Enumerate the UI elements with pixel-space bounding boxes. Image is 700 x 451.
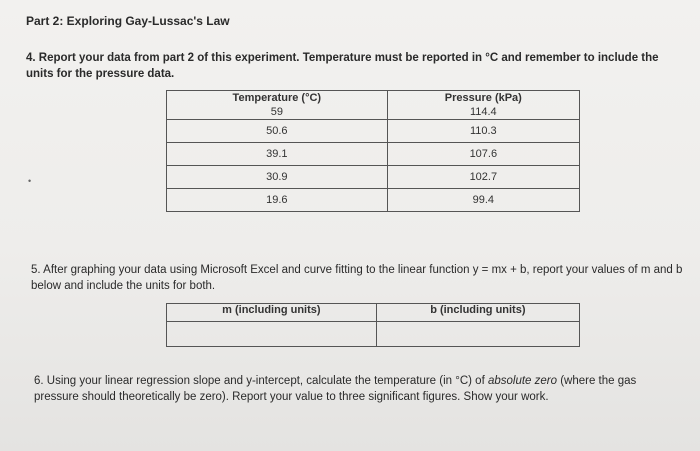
data-table <box>166 90 580 212</box>
table-row <box>167 166 580 189</box>
temperature-cell[interactable]: 50.6 <box>167 120 388 143</box>
temperature-cell[interactable]: 39.1 <box>167 143 388 166</box>
part-title: Part 2: Exploring Gay-Lussac's Law <box>26 14 230 28</box>
temperature-cell[interactable]: 19.6 <box>167 189 388 212</box>
table-row <box>167 143 580 166</box>
pressure-header-cell <box>387 91 579 120</box>
pressure-header: Pressure (kPa) <box>444 92 522 104</box>
slope-intercept-header-row <box>167 304 580 322</box>
question-6-text-start: 6. Using your linear regression slope and y-intercept, calculate the temperature (in °C) of <box>34 375 488 387</box>
pressure-cell[interactable]: 110.3 <box>387 120 579 143</box>
pressure-cell[interactable]: 102.7 <box>387 166 579 189</box>
pressure-cell[interactable]: 99.4 <box>387 189 579 212</box>
table-row <box>167 120 580 143</box>
pressure-cell[interactable]: 114.4 <box>469 106 497 118</box>
pressure-cell[interactable]: 107.6 <box>387 143 579 166</box>
question-4-text: 4. Report your data from part 2 of this experiment. Temperature must be reported in °C and remember to include the units for the pressure data. <box>26 52 659 80</box>
temperature-cell[interactable]: 30.9 <box>167 166 388 189</box>
table-row <box>167 189 580 212</box>
temperature-header: Temperature (°C) <box>232 92 322 104</box>
slope-intercept-table <box>166 303 580 347</box>
temperature-cell[interactable]: 59 <box>270 106 283 118</box>
question-5-text: 5. After graphing your data using Microsoft Excel and curve fitting to the linear function y = mx + b, report your values of m and b below and include the units for both. <box>31 264 683 292</box>
question-6-text <box>34 373 674 405</box>
slope-intercept-answer-row <box>167 322 580 347</box>
intercept-header: b (including units) <box>376 304 579 322</box>
slope-answer-cell[interactable] <box>167 322 377 347</box>
intercept-answer-cell[interactable] <box>376 322 579 347</box>
data-table-header-row <box>167 91 580 120</box>
question-6-text-end: (where the gas pressure should theoretically be zero). Report your value to three significant figures. Show your work. <box>34 375 637 403</box>
absolute-zero-term: absolute zero <box>487 375 558 387</box>
temperature-header-cell <box>167 91 388 120</box>
slope-header: m (including units) <box>167 304 377 322</box>
stray-mark: • <box>28 176 32 186</box>
